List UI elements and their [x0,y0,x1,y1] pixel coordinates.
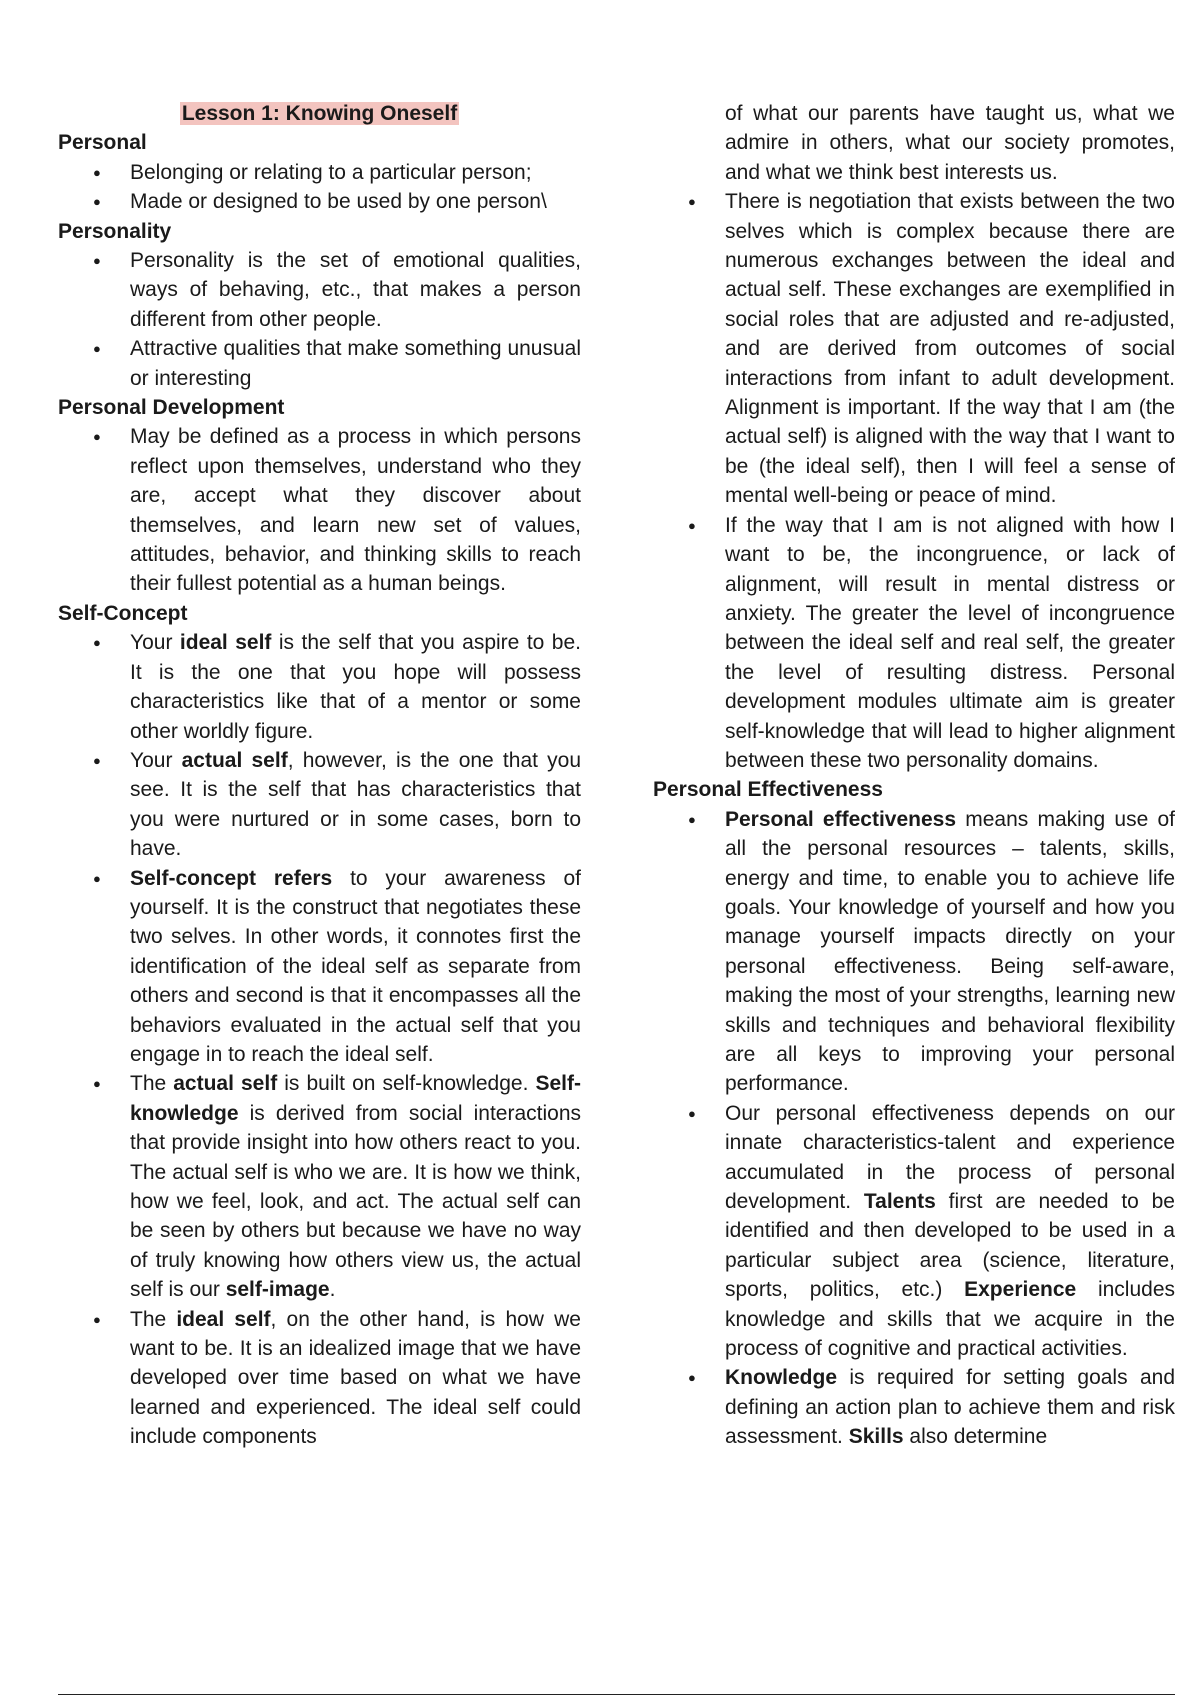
list-item [58,628,581,746]
text-run: is built on self-knowledge. [277,1072,536,1096]
lesson-title-row [58,99,581,128]
list-item [58,864,581,1070]
continued-paragraph: of what our parents have taught us, what we admire in others, what our society promotes, and what we think best interests us. [725,102,1175,184]
text-run: , on the other hand, is how we want to be. It is an idealized image that we have developed over time based on what we have learned and experienced. The ideal self could include components [130,1307,581,1449]
list-item: ● May be defined as a process in which persons reflect upon themselves, understand who they are, accept what they discover about themselves, and learn new set of values, attitudes, behavior, and thinking skills to reach their fullest potential as a human beings. [58,422,581,598]
bold-term: Personal effectiveness [725,807,957,831]
text-run: is derived from social interactions that provide insight into how others react to you. The actual self is who we are. It is how we think, how we feel, look, and act. The actual self can be seen by others but because we have no way of truly knowing how others view us, the actual self is our [130,1101,581,1302]
text-run: . [329,1278,336,1302]
list-item [58,746,581,864]
list-item [58,1305,581,1452]
heading-personality: Personality [58,219,172,243]
text-run: to your awareness of yourself. It is the construct that negotiates these two selves. In other words, it connotes first the identification of the ideal self as separate from others and second is that it encompasses all the behaviors evaluated in the actual self that you engage in to reach the ideal self. [130,866,581,1066]
text-run: includes knowledge and skills that we acquire in the process of cognitive and practical activities. [725,1278,1175,1361]
text-run: is required for setting goals and defining an action plan to achieve them and risk assessment. [725,1366,1175,1449]
bold-term: Knowledge [725,1366,838,1390]
personal-list [58,158,581,217]
bold-term: actual self [181,748,288,772]
bold-term: Talents [863,1190,936,1214]
bold-term: ideal self [179,631,272,655]
text-run: also determine [903,1425,1048,1449]
bold-term: self-image [225,1278,330,1302]
list-item [58,1069,581,1304]
list-item: ● Personality is the set of emotional qualities, ways of behaving, etc., that makes a person different from other people. [58,246,581,334]
bold-term: Experience [964,1278,1077,1302]
lesson-title: Lesson 1: Knowing Oneself [181,102,458,125]
list-item: ● There is negotiation that exists between the two selves which is complex because there are numerous exchanges between the ideal and actual self. These exchanges are exemplified in social roles that are adjusted and re-adjusted, and are derived from outcomes of social interactions from infant to adult development. Alignment is important. If the way that I am (the actual self) is aligned with the way that I want to be (the ideal self), then I will feel a sense of mental well-being or peace of mind. [653,187,1175,510]
self-concept-continued-list [653,187,1175,775]
text-run: Your [130,631,180,655]
text-run: is the self that you aspire to be. It is the one that you hope will possess characteristics like that of a mentor or some other worldly figure. [130,631,581,743]
heading-self-concept: Self-Concept [58,601,188,625]
list-item: ● Attractive qualities that make something unusual or interesting [58,334,581,393]
text-run: , however, is the one that you see. It is the self that has characteristics that you were nurtured or in some cases, born to have. [130,748,581,861]
left-column [58,99,581,1452]
heading-personal: Personal [58,131,147,155]
personality-list [58,246,581,393]
bold-term: Self-knowledge [130,1072,581,1125]
right-column [653,99,1175,1452]
list-item [653,1099,1175,1364]
list-item [653,1363,1175,1451]
list-item: ● Made or designed to be used by one person\ [58,187,581,216]
bold-term: Self-concept refers [130,866,333,890]
bold-term: ideal self [176,1307,271,1331]
text-run: first are needed to be identified and then developed to be used in a particular subject area (science, literature, sports, politics, etc.) [725,1190,1175,1302]
personal-development-list [58,422,581,598]
text-run: Your [130,748,182,772]
list-item: ● If the way that I am is not aligned with how I want to be, the incongruence, or lack of alignment, will result in mental distress or anxiety. The greater the level of incongruence between the ideal self and real self, the greater the level of resulting distress. Personal development modules ultimate aim is greater self-knowledge that will lead to higher alignment between these two personality domains. [653,511,1175,776]
list-item: ● Belonging or relating to a particular person; [58,158,581,187]
personal-effectiveness-list [653,805,1175,1452]
heading-personal-effectiveness: Personal Effectiveness [653,778,883,802]
text-run: The [130,1307,177,1331]
bold-term: Skills [848,1425,904,1449]
text-run: Our personal effectiveness depends on our innate characteristics-talent and experience accumulated in the process of personal development. [725,1101,1175,1214]
list-item [653,805,1175,1099]
heading-personal-development: Personal Development [58,396,285,420]
text-run: means making use of all the personal resources – talents, skills, energy and time, to enable you to achieve life goals. Your knowledge of yourself and how you manage yourself impacts directly on your personal effectiveness. Being self-aware, making the most of your strengths, learning new skills and techniques and behavioral flexibility are all keys to improving your personal performance. [725,807,1176,1096]
self-concept-list [58,628,581,1451]
bold-term: actual self [173,1072,278,1096]
footer-rule [58,1694,1175,1695]
text-run: The [130,1072,174,1096]
